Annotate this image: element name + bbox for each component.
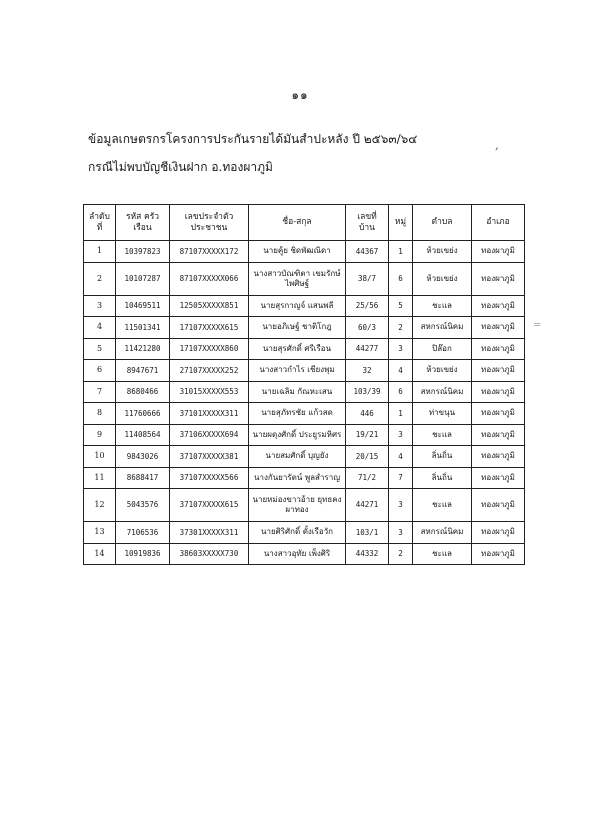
cell-district: ทองผาภูมิ	[472, 403, 525, 425]
cell-household: 10919836	[116, 543, 170, 565]
cell-house-no: 44367	[346, 241, 389, 263]
cell-district: ทองผาภูมิ	[472, 262, 525, 295]
cell-subdistrict: ห้วยเขย่ง	[413, 241, 472, 263]
cell-village: 6	[389, 262, 413, 295]
cell-district: ทองผาภูมิ	[472, 489, 525, 522]
cell-citizen-id: 37107XXXXX615	[170, 489, 249, 522]
cell-subdistrict: ท่าขนุน	[413, 403, 472, 425]
cell-house-no: 38/7	[346, 262, 389, 295]
cell-name: นายสุรกาญจ์ แสนพลี	[249, 295, 346, 317]
cell-village: 6	[389, 381, 413, 403]
cell-citizen-id: 17107XXXXX860	[170, 338, 249, 360]
cell-household: 11760666	[116, 403, 170, 425]
cell-district: ทองผาภูมิ	[472, 467, 525, 489]
table-row	[84, 543, 525, 565]
cell-subdistrict: ลิ่นถิ่น	[413, 467, 472, 489]
cell-village: 3	[389, 522, 413, 544]
cell-citizen-id: 38603XXXXX730	[170, 543, 249, 565]
cell-district: ทองผาภูมิ	[472, 338, 525, 360]
cell-citizen-id: 37107XXXXX566	[170, 467, 249, 489]
cell-household: 10107287	[116, 262, 170, 295]
cell-name: นายสุรศักดิ์ ศรีเรือน	[249, 338, 346, 360]
cell-subdistrict: ลิ่นถิ่น	[413, 446, 472, 468]
cell-name: นางสาวกำไร เชียงพุม	[249, 360, 346, 382]
page-number: ๑๑	[291, 88, 309, 102]
cell-order: 12	[84, 489, 116, 522]
cell-household: 5043576	[116, 489, 170, 522]
cell-citizen-id: 37107XXXXX381	[170, 446, 249, 468]
scan-mark: ,	[495, 138, 499, 152]
cell-name: นายคู้ย ชิดพัฒณิดา	[249, 241, 346, 263]
scan-mark: =	[533, 320, 542, 331]
cell-subdistrict: สหกรณ์นิคม	[413, 522, 472, 544]
document-title: ข้อมูลเกษตรกรโครงการประกันรายได้มันสำปะหลัง ปี ๒๕๖๓/๖๔	[88, 132, 418, 146]
cell-household: 8680466	[116, 381, 170, 403]
cell-name: นายผดุงศักดิ์ ประยูรมหิศร	[249, 424, 346, 446]
table-row	[84, 489, 525, 522]
cell-citizen-id: 31015XXXXX553	[170, 381, 249, 403]
cell-citizen-id: 87107XXXXX066	[170, 262, 249, 295]
header-name: ชื่อ-สกุล	[249, 205, 346, 241]
table-row	[84, 403, 525, 425]
cell-order: 8	[84, 403, 116, 425]
cell-name: นายศิริศักดิ์ ตั้งเรือวัก	[249, 522, 346, 544]
cell-household: 9843026	[116, 446, 170, 468]
cell-village: 2	[389, 543, 413, 565]
cell-subdistrict: สหกรณ์นิคม	[413, 381, 472, 403]
cell-name: นายหม่องขาวอ้าย ยุทธคงผาทอง	[249, 489, 346, 522]
cell-subdistrict: ห้วยเขย่ง	[413, 262, 472, 295]
cell-house-no: 60/3	[346, 317, 389, 339]
header-citizen-id: เลขประจำตัว ประชาชน	[170, 205, 249, 241]
cell-district: ทองผาภูมิ	[472, 543, 525, 565]
cell-order: 13	[84, 522, 116, 544]
cell-house-no: 25/56	[346, 295, 389, 317]
table-row	[84, 360, 525, 382]
document-subtitle: กรณีไม่พบบัญชีเงินฝาก อ.ทองผาภูมิ	[88, 160, 273, 174]
cell-citizen-id: 27107XXXXX252	[170, 360, 249, 382]
table-row	[84, 317, 525, 339]
cell-name: นายสุภัทรชัย แก้วสด	[249, 403, 346, 425]
header-village: หมู่	[389, 205, 413, 241]
table-row	[84, 467, 525, 489]
cell-district: ทองผาภูมิ	[472, 446, 525, 468]
table-row	[84, 381, 525, 403]
cell-district: ทองผาภูมิ	[472, 295, 525, 317]
cell-name: นางกันยารัตน์ พูลสำราญ	[249, 467, 346, 489]
cell-house-no: 103/39	[346, 381, 389, 403]
cell-household: 8688417	[116, 467, 170, 489]
cell-house-no: 44332	[346, 543, 389, 565]
header-house-no: เลขที่ บ้าน	[346, 205, 389, 241]
cell-citizen-id: 12505XXXXX851	[170, 295, 249, 317]
cell-household: 11421280	[116, 338, 170, 360]
farmer-table	[83, 204, 525, 565]
cell-order: 6	[84, 360, 116, 382]
cell-district: ทองผาภูมิ	[472, 522, 525, 544]
cell-district: ทองผาภูมิ	[472, 317, 525, 339]
cell-subdistrict: ชะแล	[413, 424, 472, 446]
cell-order: 4	[84, 317, 116, 339]
cell-order: 1	[84, 241, 116, 263]
header-district: อำเภอ	[472, 205, 525, 241]
cell-village: 5	[389, 295, 413, 317]
table-row	[84, 338, 525, 360]
cell-village: 3	[389, 424, 413, 446]
cell-household: 10397823	[116, 241, 170, 263]
header-order: ลำดับ ที่	[84, 205, 116, 241]
cell-house-no: 446	[346, 403, 389, 425]
cell-house-no: 71/2	[346, 467, 389, 489]
cell-subdistrict: ห้วยเขย่ง	[413, 360, 472, 382]
table-row	[84, 295, 525, 317]
cell-subdistrict: ปิล๊อก	[413, 338, 472, 360]
cell-household: 11501341	[116, 317, 170, 339]
cell-order: 7	[84, 381, 116, 403]
cell-subdistrict: สหกรณ์นิคม	[413, 317, 472, 339]
cell-household: 11408564	[116, 424, 170, 446]
cell-district: ทองผาภูมิ	[472, 360, 525, 382]
table-row	[84, 446, 525, 468]
cell-house-no: 19/21	[346, 424, 389, 446]
cell-house-no: 44277	[346, 338, 389, 360]
cell-district: ทองผาภูมิ	[472, 424, 525, 446]
cell-subdistrict: ชะแล	[413, 489, 472, 522]
cell-order: 10	[84, 446, 116, 468]
cell-village: 1	[389, 241, 413, 263]
cell-name: นางสาวบัณฑิตา เขมรักษ์ไพศิษฐ์	[249, 262, 346, 295]
cell-subdistrict: ชะแล	[413, 295, 472, 317]
cell-house-no: 32	[346, 360, 389, 382]
table-header-row	[84, 205, 525, 241]
cell-subdistrict: ชะแล	[413, 543, 472, 565]
cell-order: 9	[84, 424, 116, 446]
table-row	[84, 424, 525, 446]
cell-district: ทองผาภูมิ	[472, 381, 525, 403]
header-household: รหัส ครัวเรือน	[116, 205, 170, 241]
cell-village: 2	[389, 317, 413, 339]
cell-house-no: 103/1	[346, 522, 389, 544]
cell-name: นายอภิเษฐ์ ชาติโกฎ	[249, 317, 346, 339]
cell-household: 10469511	[116, 295, 170, 317]
cell-village: 3	[389, 489, 413, 522]
cell-order: 14	[84, 543, 116, 565]
cell-citizen-id: 37301XXXXX311	[170, 522, 249, 544]
cell-order: 11	[84, 467, 116, 489]
header-subdistrict: ตำบล	[413, 205, 472, 241]
cell-house-no: 44271	[346, 489, 389, 522]
cell-village: 4	[389, 360, 413, 382]
cell-name: นางสาวอุทัย เพ็งศิริ	[249, 543, 346, 565]
table-row	[84, 262, 525, 295]
cell-citizen-id: 37106XXXXX694	[170, 424, 249, 446]
cell-name: นายเฉลิม กัณหะเสน	[249, 381, 346, 403]
table-body	[84, 241, 525, 565]
cell-village: 3	[389, 338, 413, 360]
cell-household: 8947671	[116, 360, 170, 382]
cell-citizen-id: 87107XXXXX172	[170, 241, 249, 263]
cell-household: 7106536	[116, 522, 170, 544]
cell-name: นายสมศักดิ์ บุญยัง	[249, 446, 346, 468]
cell-village: 4	[389, 446, 413, 468]
cell-district: ทองผาภูมิ	[472, 241, 525, 263]
cell-house-no: 20/15	[346, 446, 389, 468]
cell-village: 1	[389, 403, 413, 425]
cell-order: 5	[84, 338, 116, 360]
cell-order: 2	[84, 262, 116, 295]
cell-village: 7	[389, 467, 413, 489]
cell-order: 3	[84, 295, 116, 317]
cell-citizen-id: 37101XXXXX311	[170, 403, 249, 425]
table-row	[84, 522, 525, 544]
table-row	[84, 241, 525, 263]
cell-citizen-id: 17107XXXXX615	[170, 317, 249, 339]
